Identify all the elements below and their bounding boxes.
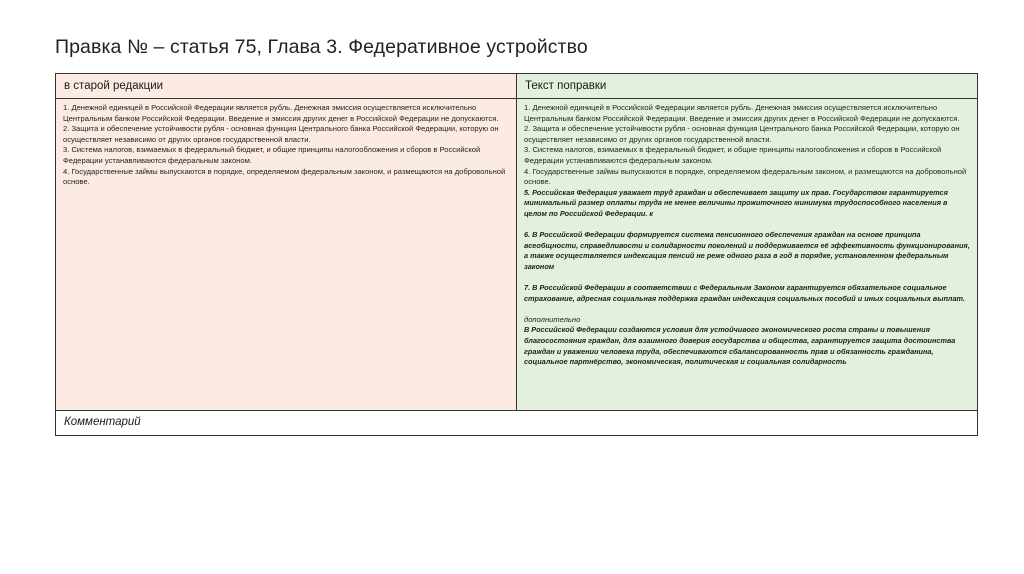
spacer bbox=[524, 304, 971, 315]
additional-label: дополнительно bbox=[524, 314, 581, 324]
spacer bbox=[524, 273, 971, 284]
new-paragraph-1: 1. Денежной единицей в Российской Федерации является рубль. Денежная эмиссия осуществляется исключительно Центральным банком Российской Федерации. Введение и эмиссия других денег в Российской Федерации не допускаются. bbox=[524, 103, 960, 123]
old-paragraph-4: 4. Государственные займы выпускаются в порядке, определяемом федеральным законом, и размещаются на добровольной основе. bbox=[63, 166, 506, 187]
old-paragraph-3: 3. Система налогов, взимаемых в федеральный бюджет, и общие принципы налогообложения и сборов в Российской Федерации устанавливаются федеральным законом. bbox=[63, 145, 481, 165]
old-edition-cell bbox=[56, 99, 517, 411]
header-old-edition bbox=[56, 74, 517, 99]
additional-paragraph: В Российской Федерации создаются условия для устойчивого экономического роста страны и повышения благосостояния граждан, для взаимного доверия государства и общества, гарантируется защита достоинства граждан и уважении человека труда, обеспечиваются сбалансированность прав и обязанность гражданина, социальное партнёрство, экономическая, политическая и социальная солидарность bbox=[524, 325, 956, 367]
new-paragraph-2: 2. Защита и обеспечение устойчивости рубля - основная функция Центрального банка Российской Федерации, которую он осуществляет независимо от других органов государственной власти. bbox=[524, 124, 960, 144]
amendment-text-cell bbox=[517, 99, 977, 411]
comment-row bbox=[56, 411, 977, 435]
added-paragraph-7: 7. В Российской Федерации в соответствии с Федеральным Законом гарантируется обязательное социальное страхование, адресная социальная поддержка граждан индексация социальных пособий и иных социальных выплат. bbox=[524, 283, 965, 303]
spacer bbox=[524, 220, 971, 231]
header-amendment-text-label: Текст поправки bbox=[525, 80, 607, 92]
added-paragraph-6: 6. В Российской Федерации формируется система пенсионного обеспечения граждан на основе принципа всеобщности, справедливости и солидарности поколений и поддерживается её эффективность функционирования, а также осуществляется индексация пенсий не реже одного раза в год в порядке, установленном федеральным законом bbox=[524, 230, 970, 271]
old-paragraph-1: 1. Денежной единицей в Российской Федерации является рубль. Денежная эмиссия осуществляется исключительно Центральным банком Российской Федерации. Введение и эмиссия других денег в Российской Федерации не допускаются. bbox=[63, 103, 499, 123]
comment-label: Комментарий bbox=[64, 416, 141, 428]
old-paragraph-2: 2. Защита и обеспечение устойчивости рубля - основная функция Центрального банка Российской Федерации, которую он осуществляет независимо от других органов государственной власти. bbox=[63, 124, 499, 144]
amendment-comparison-table bbox=[55, 73, 978, 436]
new-paragraph-3: 3. Система налогов, взимаемых в федеральный бюджет, и общие принципы налогообложения и сборов в Российской Федерации устанавливаются федеральным законом. bbox=[524, 145, 942, 165]
slide-title: Правка № – статья 75, Глава 3. Федеративное устройство bbox=[55, 36, 588, 58]
header-old-edition-label: в старой редакции bbox=[64, 80, 164, 92]
header-amendment-text bbox=[517, 74, 977, 99]
added-paragraph-5: 5. Российская Федерация уважает труд граждан и обеспечивает защиту их прав. Государством гарантируется минимальный размер оплаты труда не менее величины прожиточного минимума трудоспособного населения в целом по Российской Федерации. к bbox=[524, 187, 948, 218]
new-paragraph-4: 4. Государственные займы выпускаются в порядке, определяемом федеральным законом, и размещаются на добровольной основе. bbox=[524, 166, 967, 187]
